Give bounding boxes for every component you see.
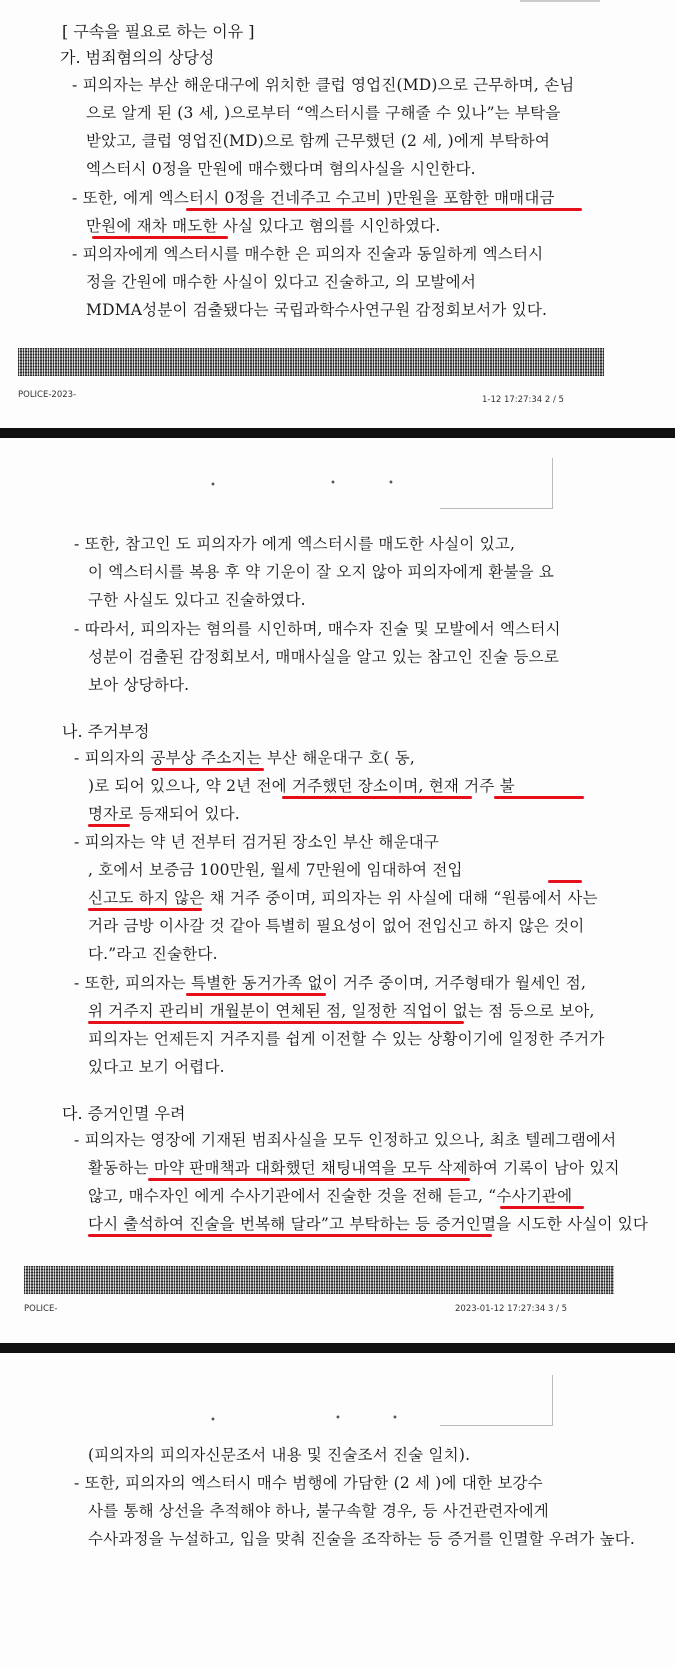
red-underline — [88, 824, 130, 827]
text-line: 다.”라고 진술한다. — [88, 945, 218, 963]
reason-header: [ 구속을 필요로 하는 이유 ] — [62, 22, 255, 41]
text-line: - 피의자는 영장에 기재된 범죄사실을 모두 인정하고 있으나, 최초 텔레그램에서 — [74, 1131, 617, 1149]
redacted-barcode-strip — [18, 348, 604, 376]
text-line: 수사과정을 누설하고, 입을 맞춰 진술을 조작하는 등 증거를 인멸할 우려가 높다. — [88, 1530, 636, 1548]
text-line: - 피의자는 약 년 전부터 검거된 장소인 부산 해운대구 — [74, 833, 440, 851]
text-line: - 피의자는 부산 해운대구에 위치한 클럽 영업진(MD)으로 근무하며, 손님 — [72, 76, 575, 94]
text-line: 피의자는 언제든지 거주지를 쉽게 이전할 수 있는 상황이기에 일정한 주거가 — [88, 1030, 605, 1048]
scan-dot: • — [210, 1415, 216, 1426]
text-line: (피의자의 피의자신문조서 내용 및 진술조서 진술 일치). — [88, 1446, 471, 1464]
scan-dot: • — [330, 478, 336, 489]
scan-dot: • — [210, 480, 216, 491]
text-line: 보아 상당하다. — [88, 676, 190, 694]
text-line: - 따라서, 피의자는 혐의를 시인하며, 매수자 진술 및 모발에서 엑스터시 — [74, 620, 561, 638]
scan-dot: • — [335, 1413, 341, 1424]
document-page-2 — [0, 0, 675, 428]
scan-dot: • — [388, 478, 394, 489]
red-underline — [186, 208, 582, 211]
red-underline — [186, 993, 326, 996]
text-line: 활동하는 마약 판매책과 대화했던 채팅내역을 모두 삭제하여 기록이 남아 있지 — [88, 1159, 620, 1177]
scan-dot: • — [392, 1413, 398, 1424]
footer-right: 1-12 17:27:34 2 / 5 — [482, 395, 564, 405]
footer-left: POLICE- — [24, 1304, 58, 1314]
red-underline — [88, 1021, 464, 1024]
red-underline — [494, 796, 584, 799]
text-line: 만원에 재차 매도한 사실 있다고 혐의를 시인하였다. — [86, 217, 441, 235]
document-page-3 — [0, 438, 675, 1343]
text-line: 으로 알게 된 (3 세, )으로부터 “엑스터시를 구해줄 수 있나”는 부탁을 — [86, 104, 561, 122]
text-line: - 또한, 에게 엑스터시 0정을 건네주고 수고비 )만원을 포함한 매매대금 — [72, 189, 555, 207]
red-underline — [148, 1178, 470, 1181]
section-da-heading: 다. 증거인멸 우려 — [62, 1104, 186, 1123]
document-page-4 — [0, 1353, 675, 1666]
text-line: 정을 간원에 매수한 사실이 있다고 진술하고, 의 모발에서 — [86, 273, 476, 291]
scan-box-mark — [440, 1375, 553, 1426]
text-line: 명자로 등재되어 있다. — [88, 805, 240, 823]
text-line: MDMA성분이 검출됐다는 국립과학수사연구원 감정회보서가 있다. — [86, 301, 548, 319]
text-line: 있다고 보기 어렵다. — [88, 1058, 225, 1076]
text-line: 않고, 매수자인 에게 수사기관에서 진술한 것을 전해 듣고, “수사기관에 — [88, 1187, 573, 1205]
text-line: 성분이 검출된 감정회보서, 매매사실을 알고 있는 참고인 진술 등으로 — [88, 648, 559, 666]
text-line: - 피의자에게 엑스터시를 매수한 은 피의자 진술과 동일하게 엑스터시 — [72, 245, 544, 263]
scan-top-mark — [520, 0, 600, 2]
red-underline — [548, 880, 582, 883]
text-line: 구한 사실도 있다고 진술하였다. — [88, 591, 306, 609]
red-underline — [282, 796, 472, 799]
red-underline — [500, 1206, 584, 1209]
text-line: - 또한, 피의자는 특별한 동거가족 없이 거주 중이며, 거주형태가 월세인 점, — [74, 974, 587, 992]
text-line: 위 거주지 관리비 개월분이 연체된 점, 일정한 직업이 없는 점 등으로 보아, — [88, 1002, 595, 1020]
red-underline — [88, 1234, 492, 1237]
footer-right: 2023-01-12 17:27:34 3 / 5 — [455, 1304, 568, 1314]
text-line: 다시 출석하여 진술을 번복해 달라”고 부탁하는 등 증거인멸을 시도한 사실이 있다 — [88, 1215, 649, 1233]
text-line: - 또한, 참고인 도 피의자가 에게 엑스터시를 매도한 사실이 있고, — [74, 535, 516, 553]
text-line: 받았고, 클럽 영업진(MD)으로 함께 근무했던 (2 세, )에게 부탁하여 — [86, 132, 550, 150]
scan-box-mark — [440, 458, 553, 509]
text-line: 이 엑스터시를 복용 후 약 기운이 잘 오지 않아 피의자에게 환불을 요 — [88, 563, 555, 581]
text-line: - 또한, 피의자의 엑스터시 매수 범행에 가담한 (2 세 )에 대한 보강수 — [74, 1474, 543, 1492]
red-underline — [92, 236, 228, 239]
text-line: - 피의자의 공부상 주소지는 부산 해운대구 호( 동, — [74, 749, 415, 767]
text-line: 신고도 하지 않은 채 거주 중이며, 피의자는 위 사실에 대해 “원룸에서 사는 — [88, 889, 598, 907]
footer-left: POLICE-2023- — [18, 390, 77, 400]
text-line: 엑스터시 0정을 만원에 매수했다며 혐의사실을 시인한다. — [86, 160, 476, 178]
section-na-heading: 나. 주거부정 — [62, 722, 150, 741]
text-line: )로 되어 있으나, 약 2년 전에 거주했던 장소이며, 현재 거주 불 — [88, 777, 515, 795]
page-separator — [0, 428, 675, 438]
text-line: , 호에서 보증금 100만원, 월세 7만원에 임대하여 전입 — [88, 861, 463, 879]
red-underline — [152, 768, 264, 771]
text-line: 사를 통해 상선을 추적해야 하나, 불구속할 경우, 등 사건관련자에게 — [88, 1502, 549, 1520]
page-separator — [0, 1343, 675, 1353]
text-line: 거라 금방 이사갈 것 같아 특별히 필요성이 없어 전입신고 하지 않은 것이 — [88, 917, 585, 935]
red-underline — [88, 908, 202, 911]
redacted-barcode-strip — [24, 1266, 614, 1294]
section-ga-heading: 가. 범죄혐의의 상당성 — [60, 48, 215, 67]
